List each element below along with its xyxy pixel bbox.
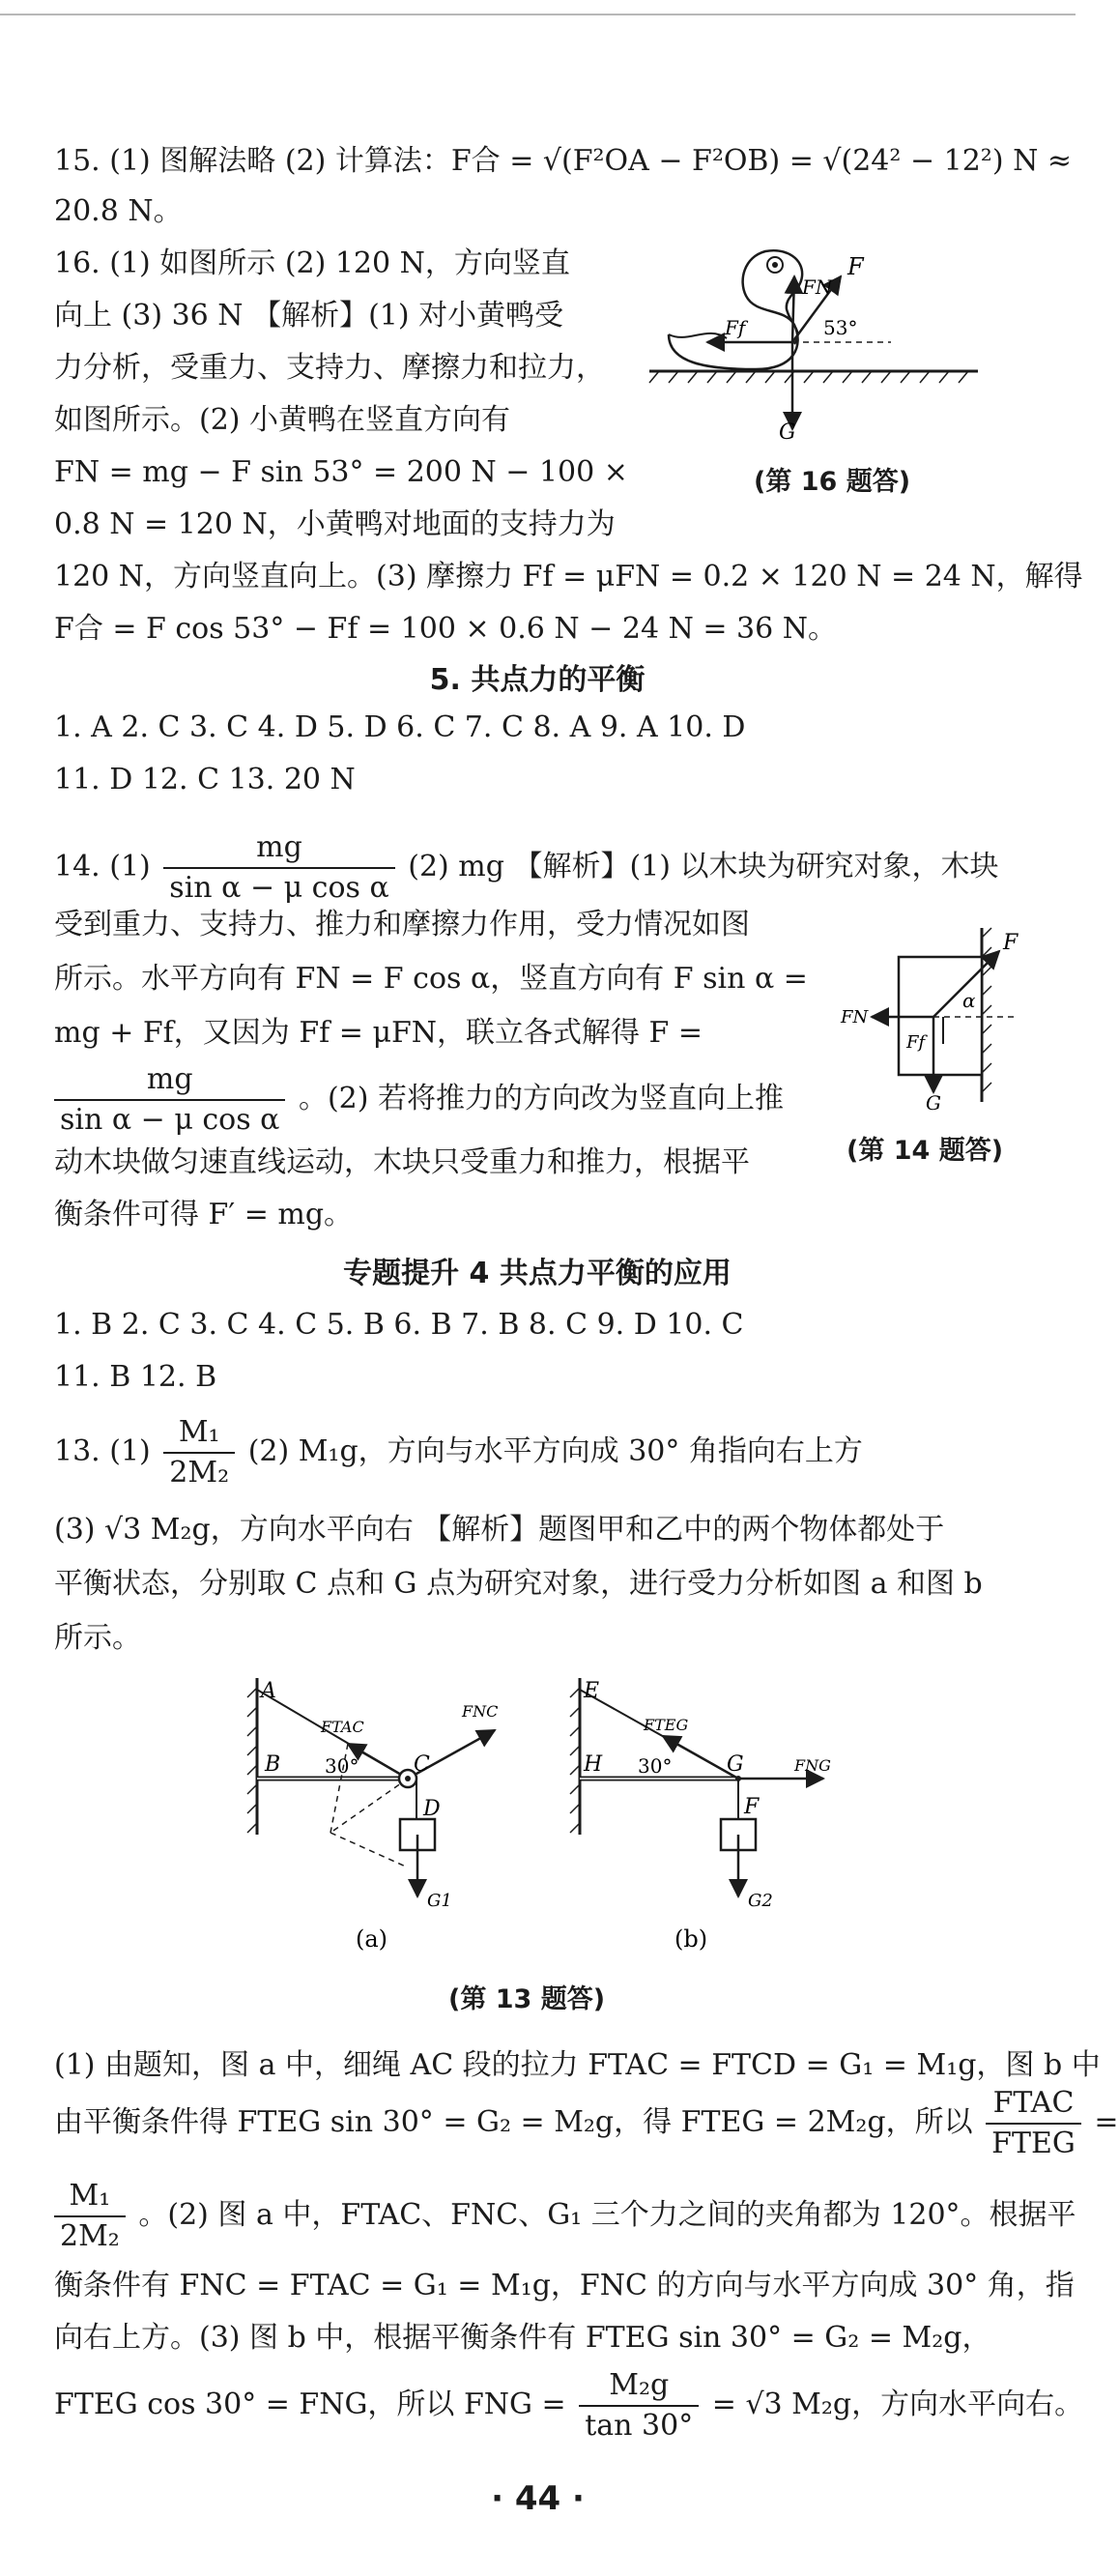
label-G-point: G xyxy=(727,1752,744,1777)
q13-fng-num: M₂g xyxy=(579,2366,699,2407)
q13-para-6-lead: FTEG cos 30° = FNG，所以 FNG = xyxy=(54,2388,566,2421)
label-H: H xyxy=(584,1752,603,1777)
q13-frac-den: 2M₂ xyxy=(169,1456,230,1490)
q13-para-6-tail: = √3 M₂g，方向水平向右。 xyxy=(711,2388,1084,2421)
label-FTAC: FTAC xyxy=(321,1718,364,1736)
q16-line-7: 120 N，方向竖直向上。(3) 摩擦力 Ff = μFN = 0.2 × 120 N = 24 N，解得 xyxy=(54,560,1083,593)
label-F: F xyxy=(847,253,864,280)
q14-tail: (2) mg 【解析】(1) 以木块为研究对象，木块 xyxy=(408,850,999,883)
section-5-title: 5. 共点力的平衡 xyxy=(429,663,646,697)
q16-line-6: 0.8 N = 120 N，小黄鸭对地面的支持力为 xyxy=(54,507,616,541)
page-number: · 44 · xyxy=(491,2479,585,2518)
label-angle-53: 53° xyxy=(823,316,858,339)
q14-line-2: 受到重力、支持力、推力和摩擦力作用，受力情况如图 xyxy=(54,908,750,941)
q14-frac-num: mg xyxy=(163,828,394,869)
q14-f-den: sin α − μ cos α xyxy=(60,1103,280,1137)
sec4-answers-line-2: 11. B 12. B xyxy=(54,1360,217,1394)
label-G2: G2 xyxy=(748,1891,773,1911)
q13-ratio-num: FTAC xyxy=(986,2084,1081,2125)
q13-para-2-text: 由平衡条件得 FTEG sin 30° = G₂ = M₂g，得 FTEG = 2M₂g，所以 xyxy=(54,2105,973,2139)
duck-wing xyxy=(669,333,727,338)
q14-fraction xyxy=(163,828,394,908)
q13-line-4: 所示。 xyxy=(54,1621,141,1655)
q13-tail: (2) M₁g，方向与水平方向成 30° 角指向右上方 xyxy=(247,1434,863,1468)
q16-line-8: F合 = F cos 53° − Ff = 100 × 0.6 N − 24 N = 36 N。 xyxy=(54,612,837,646)
q13-lead: 13. (1) xyxy=(54,1434,151,1468)
label-G: G xyxy=(926,1091,941,1114)
figure-q13-b xyxy=(566,1678,837,1968)
q14-f-num: mg xyxy=(54,1060,285,1101)
construction-line-3 xyxy=(330,1833,408,1867)
figure-q14-caption: (第 14 题答) xyxy=(846,1136,1004,1166)
duck-pupil xyxy=(772,262,778,268)
label-FNC: FNC xyxy=(462,1702,499,1721)
q15-line-2: 20.8 N。 xyxy=(54,194,183,228)
sec5-answers-line-2: 11. D 12. C 13. 20 N xyxy=(54,763,356,796)
figure-q16-duck xyxy=(649,238,1036,460)
q13-ratio-den: FTEG xyxy=(991,2127,1076,2160)
q13-result-num: M₁ xyxy=(54,2177,126,2217)
q13-para-2 xyxy=(54,2080,1119,2165)
q14-line-4: mg + Ff，又因为 Ff = μFN，联立各式解得 F = xyxy=(54,1016,703,1050)
q13-para-3 xyxy=(54,2173,1076,2258)
label-fig-b: (b) xyxy=(674,1925,708,1953)
q16-line-4: 如图所示。(2) 小黄鸭在竖直方向有 xyxy=(54,403,511,437)
label-FN: FN xyxy=(841,1007,869,1028)
figure-q14-block xyxy=(837,928,1030,1112)
q13-frac-num: M₁ xyxy=(163,1413,235,1454)
section-special-4-title: 专题提升 4 共点力平衡的应用 xyxy=(343,1257,732,1290)
q13-line-3: 平衡状态，分别取 C 点和 G 点为研究对象，进行受力分析如图 a 和图 b xyxy=(54,1567,983,1601)
q13-result-fraction xyxy=(54,2177,126,2256)
label-G: G xyxy=(779,420,796,445)
q16-line-1: 16. (1) 如图所示 (2) 120 N，方向竖直 xyxy=(54,246,570,280)
label-F: F xyxy=(1003,931,1019,955)
label-alpha: α xyxy=(962,989,976,1012)
q14-lead: 14. (1) xyxy=(54,850,151,883)
label-angle-30-a: 30° xyxy=(325,1754,359,1778)
q13-para-5: 向右上方。(3) 图 b 中，根据平衡条件有 FTEG sin 30° = G₂ = M₂g， xyxy=(54,2321,991,2355)
construction-line-1 xyxy=(330,1779,408,1833)
top-rule xyxy=(0,14,1076,15)
label-G1: G1 xyxy=(427,1891,452,1911)
label-fig-a: (a) xyxy=(356,1925,388,1953)
q14-line-1 xyxy=(54,824,999,911)
label-angle-30-b: 30° xyxy=(638,1754,673,1778)
q13-para-6 xyxy=(54,2360,1083,2449)
q14-frac-den: sin α − μ cos α xyxy=(169,871,389,905)
q13-result-den: 2M₂ xyxy=(60,2219,120,2253)
pulley-C-center xyxy=(405,1776,411,1781)
q13-fraction xyxy=(163,1413,235,1492)
q14-line-3: 所示。水平方向有 FN = F cos α，竖直方向有 F sin α = xyxy=(54,962,808,996)
label-F-point: F xyxy=(744,1795,760,1819)
q14-line-7: 衡条件可得 F′ = mg。 xyxy=(54,1198,354,1231)
label-FNG: FNG xyxy=(794,1756,831,1775)
label-Ff: Ff xyxy=(906,1032,926,1053)
ground-hatching xyxy=(649,371,968,383)
q14-line-5-tail: 。(2) 若将推力的方向改为竖直向上推 xyxy=(298,1082,784,1115)
label-B: B xyxy=(265,1752,281,1777)
q13-para-1: (1) 由题知，图 a 中，细绳 AC 段的拉力 FTAC = FTCD = G₁ = M₁g，图 b 中 xyxy=(54,2048,1101,2082)
q13-ratio-fraction xyxy=(986,2084,1081,2163)
q14-line-6: 动木块做匀速直线运动，木块只受重力和推力，根据平 xyxy=(54,1145,750,1179)
q13-fng-den: tan 30° xyxy=(585,2409,694,2443)
figure-q13-caption: (第 13 题答) xyxy=(448,1984,606,2014)
label-C: C xyxy=(414,1752,430,1777)
q14-f-fraction xyxy=(54,1060,285,1140)
q13-line-1 xyxy=(54,1407,863,1496)
q13-para-4: 衡条件有 FNC = FTAC = G₁ = M₁g，FNC 的方向与水平方向成 30° 角，指 xyxy=(54,2269,1075,2302)
q16-line-5: FN = mg − F sin 53° = 200 N − 100 × xyxy=(54,455,628,489)
q16-line-3: 力分析，受重力、支持力、摩擦力和拉力， xyxy=(54,351,605,385)
q13-fng-fraction xyxy=(579,2366,699,2446)
sec4-answers-line-1: 1. B 2. C 3. C 4. C 5. B 6. B 7. B 8. C 9. D 10. C xyxy=(54,1308,744,1342)
label-Ff: Ff xyxy=(725,316,746,339)
q16-line-2: 向上 (3) 36 N 【解析】(1) 对小黄鸭受 xyxy=(54,299,564,333)
normal-force-arrow xyxy=(792,276,794,342)
q14-line-5 xyxy=(54,1056,784,1143)
q13-para-3-tail: 。(2) 图 a 中，FTAC、FNC、G₁ 三个力之间的夹角都为 120°。根据平 xyxy=(138,2198,1076,2232)
q13-line-2: (3) √3 M₂g，方向水平向右 【解析】题图甲和乙中的两个物体都处于 xyxy=(54,1513,945,1547)
label-FN: FN xyxy=(802,275,833,299)
figure-q13-a xyxy=(242,1678,522,1968)
sec5-answers-line-1: 1. A 2. C 3. C 4. D 5. D 6. C 7. C 8. A 9. A 10. D xyxy=(54,710,746,744)
q15-line-1: 15. (1) 图解法略 (2) 计算法：F合 = √(F²OA − F²OB) = √(24² − 12²) N ≈ xyxy=(54,144,1072,178)
label-FTEG: FTEG xyxy=(644,1716,689,1734)
label-D: D xyxy=(423,1797,441,1821)
figure-q16-caption: (第 16 题答) xyxy=(754,467,911,497)
label-A: A xyxy=(261,1679,276,1703)
label-E: E xyxy=(584,1679,600,1703)
q13-para-2-equals: = xyxy=(1094,2105,1119,2139)
